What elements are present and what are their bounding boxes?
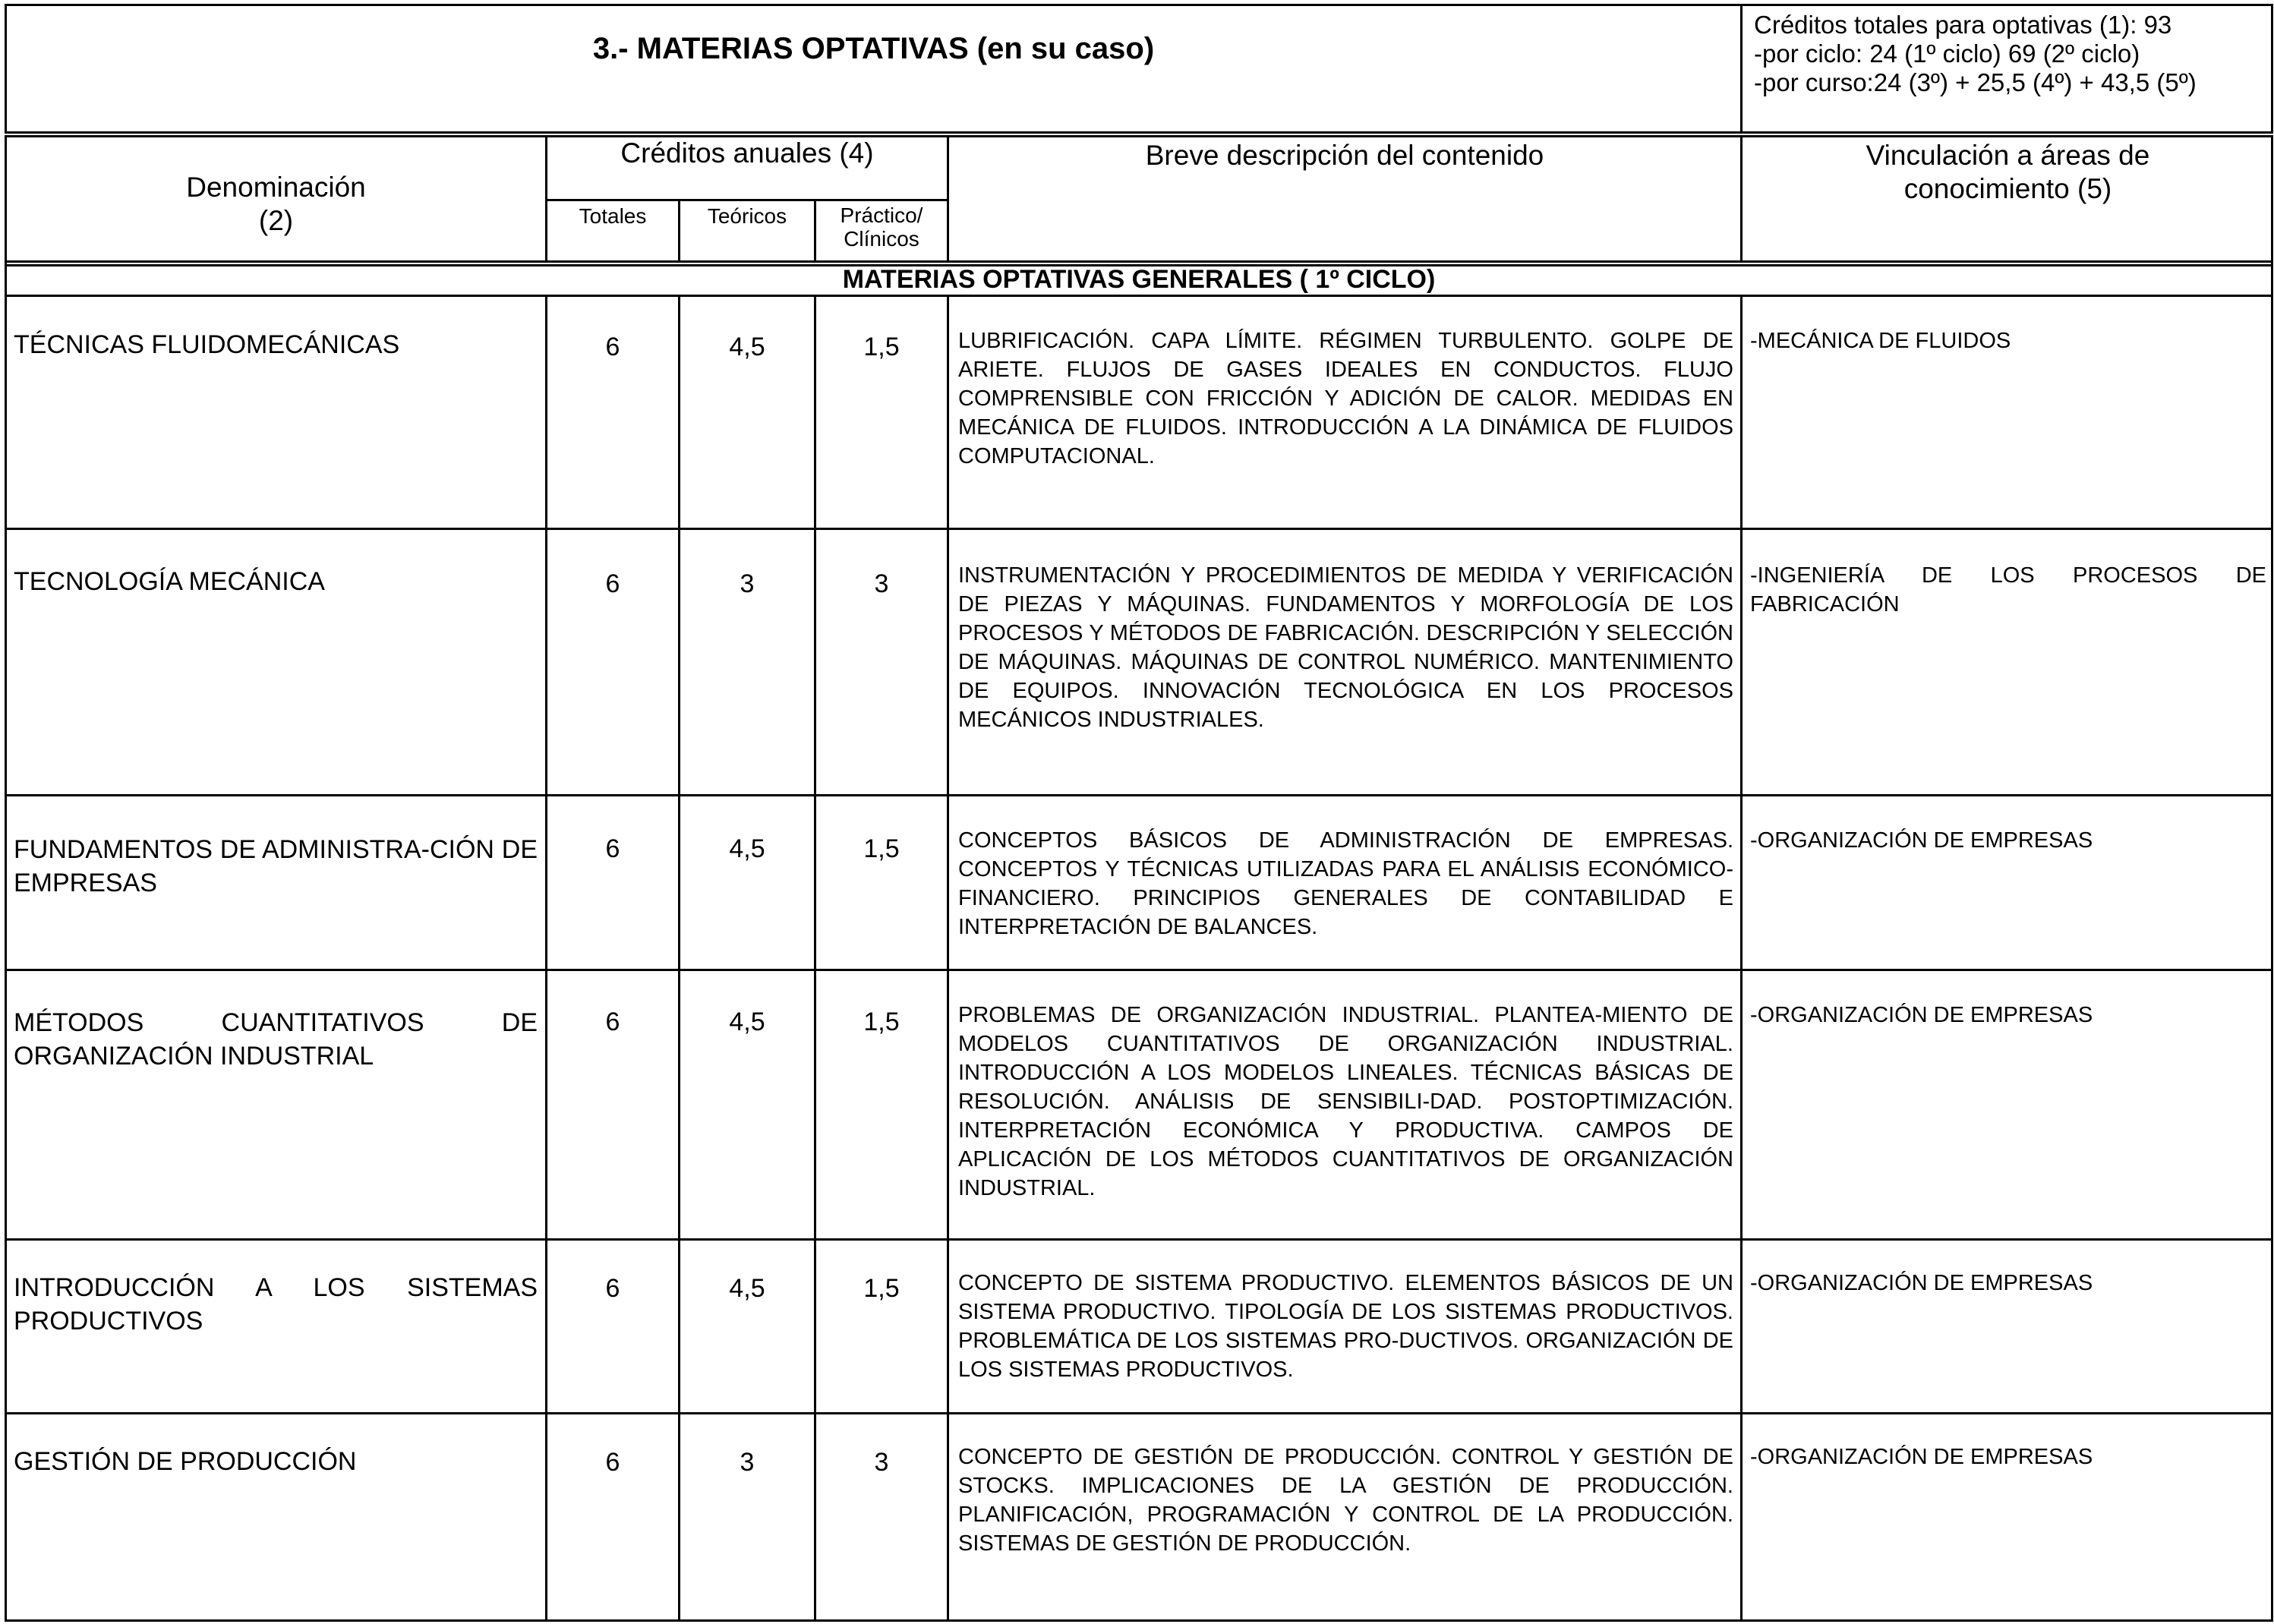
credits-info [1754,11,2270,97]
credits-info-total: Créditos totales para optativas (1): 93 [1754,11,2172,39]
col-header-vinculacion-line1: Vinculación a áreas de [1866,140,2150,171]
section-bottom-line [5,295,2273,297]
knowledge-area: -INGENIERÍA DE LOS PROCESOS DE FABRICACIÓN [1750,563,2266,616]
knowledge-area: -ORGANIZACIÓN DE EMPRESAS [1750,1271,2093,1295]
credits-info-per-course: -por curso:24 (3º) + 25,5 (4º) + 43,5 (5º) [1754,68,2197,96]
col-line [947,295,949,1622]
knowledge-area: -ORGANIZACIÓN DE EMPRESAS [1750,828,2093,853]
col-header-totales: Totales [579,204,647,228]
credits-practicos: 1,5 [863,333,900,361]
knowledge-area: -ORGANIZACIÓN DE EMPRESAS [1750,1003,2093,1027]
col-header-practicos-line2: Clínicos [844,227,919,251]
col-header-teoricos: Teóricos [707,204,787,228]
col-header-vinculacion-line2: conocimiento (5) [1903,173,2112,204]
credits-practicos: 3 [874,1448,889,1477]
credits-practicos: 3 [874,569,889,598]
credits-info-per-cycle: -por ciclo: 24 (1º ciclo) 69 (2º ciclo) [1754,39,2140,68]
col-header-vinculacion [1743,139,2273,206]
credits-teoricos: 3 [740,1448,755,1477]
knowledge-area: -MECÁNICA DE FLUIDOS [1750,329,2011,353]
col-header-denominacion-line1: Denominación [186,172,366,203]
title-box-divider [1740,4,1743,134]
col-line [814,295,816,1622]
credits-teoricos: 4,5 [729,1274,765,1303]
credits-totales: 6 [605,1008,620,1036]
credits-practicos: 1,5 [863,834,900,863]
subject-description: CONCEPTO DE SISTEMA PRODUCTIVO. ELEMENTOS BÁSICOS DE UN SISTEMA PRODUCTIVO. TIPOLOGÍA DE LOS SISTEMAS PRODUCTIVOS. PROBLEMÁTICA DE LOS SISTEMAS PRO-DUCTIVOS. ORGANIZACIÓN DE LOS SISTEMAS PRODUCTIVOS. [958,1271,1733,1382]
col-header-denominacion [7,171,545,238]
col-line [545,295,547,1622]
subject-name: INTRODUCCIÓN A LOS SISTEMAS PRODUCTIVOS [14,1273,538,1335]
credits-totales: 6 [605,569,620,598]
credits-practicos: 1,5 [863,1008,900,1036]
row-divider [5,528,2273,530]
col-header-denominacion-line2: (2) [258,205,294,236]
subject-name: TÉCNICAS FLUIDOMECÁNICAS [14,330,400,359]
col-header-creditos: Créditos anuales (4) [620,137,874,169]
credits-subheader-line [545,199,947,201]
col-line [678,295,680,1622]
credits-teoricos: 4,5 [729,1008,765,1036]
credits-teoricos: 3 [740,569,755,598]
credits-totales: 6 [605,333,620,361]
subject-description: INSTRUMENTACIÓN Y PROCEDIMIENTOS DE MEDIDA Y VERIFICACIÓN DE PIEZAS Y MÁQUINAS. FUNDAMENTOS Y MORFOLOGÍA DE LOS PROCESOS Y MÉTODOS DE FABRICACIÓN. DESCRIPCIÓN Y SELECCIÓN DE MÁQUINAS. MÁQUINAS DE CONTROL NUMÉRICO. MANTENIMIENTO DE EQUIPOS. INNOVACIÓN TECNOLÓGICA EN LOS PROCESOS MECÁNICOS INDUSTRIALES. [958,563,1733,732]
col-header-descripcion: Breve descripción del contenido [1145,140,1544,171]
subject-description: LUBRIFICACIÓN. CAPA LÍMITE. RÉGIMEN TURBULENTO. GOLPE DE ARIETE. FLUJOS DE GASES IDEALES EN CONDUCTOS. FLUJO COMPRENSIBLE CON FRICCIÓN Y ADICIÓN DE CALOR. MEDIDAS EN MECÁNICA DE FLUIDOS. INTRODUCCIÓN A LA DINÁMICA DE FLUIDOS COMPUTACIONAL. [958,329,1733,468]
row-divider [5,1238,2273,1241]
knowledge-area: -ORGANIZACIÓN DE EMPRESAS [1750,1445,2093,1469]
col-line [1740,295,1743,1622]
header-bottom-line [5,260,2273,263]
credits-practicos: 1,5 [863,1274,900,1303]
credits-teoricos: 4,5 [729,834,765,863]
subject-description: PROBLEMAS DE ORGANIZACIÓN INDUSTRIAL. PLANTEA-MIENTO DE MODELOS CUANTITATIVOS DE ORGANIZACIÓN INDUSTRIAL. INTRODUCCIÓN A LOS MODELOS LINEALES. TÉCNICAS BÁSICAS DE RESOLUCIÓN. ANÁLISIS DE SENSIBILI-DAD. POSTOPTIMIZACIÓN. INTERPRETACIÓN ECONÓMICA Y PRODUCTIVA. CAMPOS DE APLICACIÓN DE LOS MÉTODOS CUANTITATIVOS DE ORGANIZACIÓN INDUSTRIAL. [958,1003,1733,1200]
row-divider [5,1412,2273,1414]
subject-name: FUNDAMENTOS DE ADMINISTRA-CIÓN DE EMPRESAS [14,835,538,897]
credits-teoricos: 4,5 [729,333,765,361]
section-title: MATERIAS OPTATIVAS GENERALES ( 1º CICLO) [842,265,1436,294]
row-divider [5,794,2273,796]
col-header-practicos [816,203,947,251]
credits-totales: 6 [605,1448,620,1477]
credits-totales: 6 [605,1274,620,1303]
page-title: 3.- MATERIAS OPTATIVAS (en su caso) [592,32,1155,65]
subject-description: CONCEPTO DE GESTIÓN DE PRODUCCIÓN. CONTROL Y GESTIÓN DE STOCKS. IMPLICACIONES DE LA GESTIÓN DE PRODUCCIÓN. PLANIFICACIÓN, PROGRAMACIÓN Y CONTROL DE LA PRODUCCIÓN. SISTEMAS DE GESTIÓN DE PRODUCCIÓN. [958,1445,1733,1556]
row-divider [5,969,2273,971]
credits-totales: 6 [605,834,620,863]
subject-name: TECNOLOGÍA MECÁNICA [14,567,325,596]
subject-description: CONCEPTOS BÁSICOS DE ADMINISTRACIÓN DE EMPRESAS. CONCEPTOS Y TÉCNICAS UTILIZADAS PARA EL ANÁLISIS ECONÓMICO-FINANCIERO. PRINCIPIOS GENERALES DE CONTABILIDAD E INTERPRETACIÓN DE BALANCES. [958,828,1733,939]
subject-name: MÉTODOS CUANTITATIVOS DE ORGANIZACIÓN INDUSTRIAL [14,1008,538,1071]
subject-name: GESTIÓN DE PRODUCCIÓN [14,1447,357,1476]
col-header-practicos-line1: Práctico/ [840,203,923,227]
